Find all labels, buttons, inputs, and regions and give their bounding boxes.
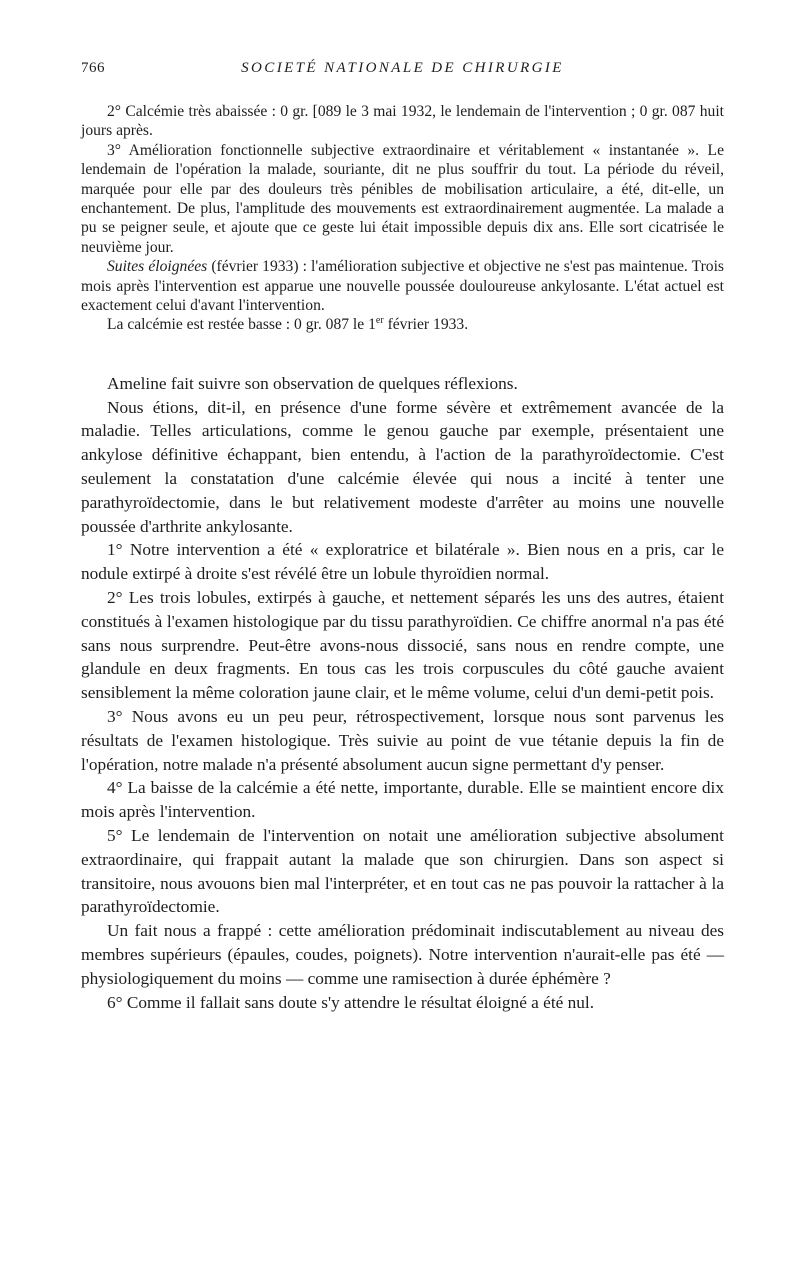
comment-paragraph-7: 5° Le lendemain de l'intervention on notait une amélioration subjective absolument extraordinaire, qui frappait autant la malade que son chirurgien. Dans son aspect si transitoire, nous avouons bien mal l'interpréter, et en tout cas ne pas pouvoir la rattacher à la parathyroïdectomie. [81, 826, 724, 917]
suites-eloignees-label: Suites éloignées [107, 258, 208, 276]
page-number: 766 [81, 60, 105, 76]
calcemie-superscript: er [375, 315, 384, 327]
comment-paragraph-5: 3° Nous avons eu un peu peur, rétrospectivement, lorsque nous sont parvenus les résultats de l'examen histologique. Très suivie au point de vue tétanie depuis la fin de l'opération, notre malade n'a présenté absolument aucun signe permettant d'y penser. [81, 707, 724, 774]
page-header [81, 60, 724, 86]
running-title: SOCIETÉ NATIONALE DE CHIRURGIE [241, 60, 564, 76]
comment-paragraph-8: Un fait nous a frappé : cette amélioration prédominait indiscutablement au niveau des membres supérieurs (épaules, coudes, poignets). Notre intervention n'aurait-elle pas été — physiologiquement du moins — comme une ramisection à durée éphémère ? [81, 921, 724, 988]
comment-paragraph-1: Ameline fait suivre son observation de quelques réflexions. [107, 373, 518, 393]
comment-paragraph-9: 6° Comme il fallait sans doute s'y attendre le résultat éloigné a été nul. [107, 992, 595, 1012]
comment-paragraph-3: 1° Notre intervention a été « exploratrice et bilatérale ». Bien nous en a pris, car le nodule extirpé à droite s'est révélé être un lobule thyroïdien normal. [81, 540, 724, 584]
observation-paragraph-3 [81, 257, 724, 315]
suites-eloignees-text: (février 1933) : l'amélioration subjective et objective ne s'est pas maintenue. Trois mois après l'intervention est apparue une nouvelle poussée douloureuse ankylosante. L'état actuel est exactement celui d'avant l'intervention. [81, 258, 724, 315]
commentary-section [81, 372, 724, 1015]
observation-paragraph-1: 2° Calcémie très abaissée : 0 gr. [089 le 3 mai 1932, le lendemain de l'intervention ; 0 gr. 087 huit jours après. [81, 103, 724, 140]
comment-paragraph-6: 4° La baisse de la calcémie a été nette, importante, durable. Elle se maintient encore dix mois après l'intervention. [81, 778, 724, 822]
calcemie-text-after: février 1933. [383, 316, 469, 334]
observation-paragraph-2: 3° Amélioration fonctionnelle subjective extraordinaire et véritablement « instantanée ». Le lendemain de l'opération la malade, souriante, dit ne plus souffrir du tout. La période du réveil, marquée pour elle par des douleurs très pénibles de mobilisation articulaire, a été, dit-elle, un enchantement. De plus, l'amplitude des mouvements est extraordinairement augmentée. La malade a pu se peigner seule, et ajoute que ce geste lui était impossible depuis dix ans. Elle sort cicatrisée le neuvième jour. [81, 141, 724, 256]
observation-paragraph-4 [81, 315, 724, 334]
observation-section [81, 102, 724, 335]
comment-paragraph-4: 2° Les trois lobules, extirpés à gauche, et nettement séparés les uns des autres, étaient constitués à l'examen histologique par du tissu parathyroïdien. Ce chiffre anormal n'a pas été sans nous surprendre. Peut-être avons-nous dissocié, sans nous en rendre compte, une glandule en deux fragments. En tous cas les trois corpuscules du côté gauche avaient sensiblement la même coloration jaune clair, et le même volume, celui d'un demi-petit pois. [81, 588, 724, 703]
comment-paragraph-2: Nous étions, dit-il, en présence d'une forme sévère et extrêmement avancée de la maladie. Telles articulations, comme le genou gauche par exemple, présentaient une ankylose définitive échappant, bien entendu, à l'action de la parathyroïdectomie. C'est seulement la constatation d'une calcémie élevée qui nous a incité à tenter une parathyroïdectomie, dans le but relativement modeste d'arrêter au moins une nouvelle poussée d'arthrite ankylosante. [81, 397, 724, 536]
page [81, 60, 724, 1014]
calcemie-text-before: La calcémie est restée basse : 0 gr. 087 le 1 [107, 316, 376, 334]
